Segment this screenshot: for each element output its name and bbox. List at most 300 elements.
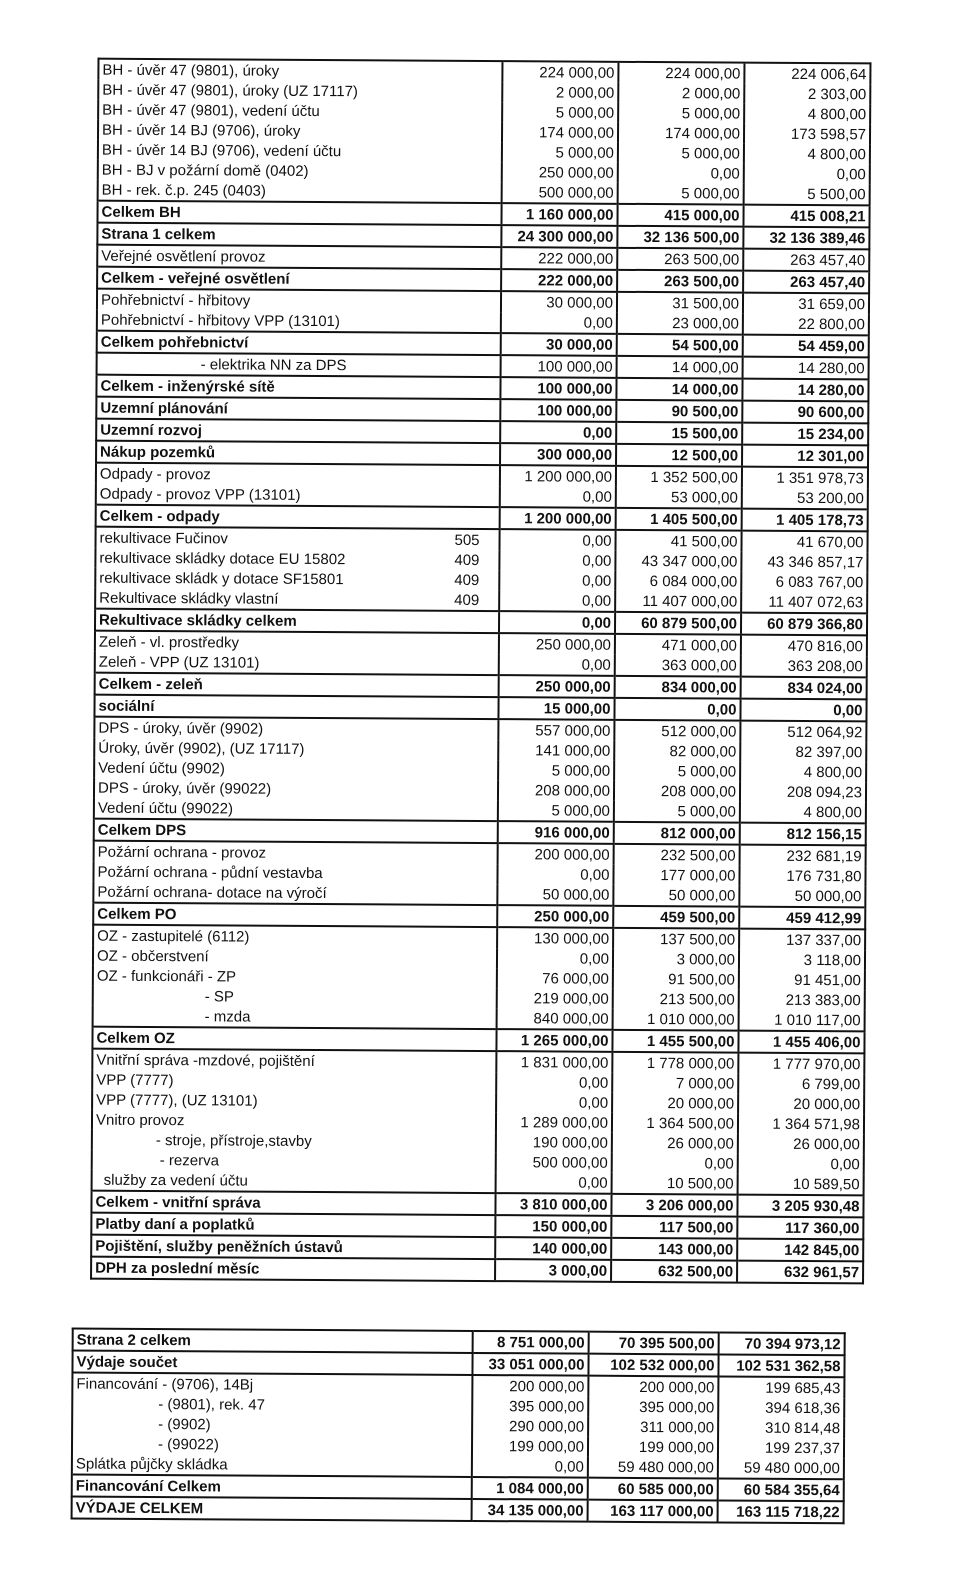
amount-col-3: 1 351 978,73 <box>742 467 868 489</box>
amount-col-3: 1 010 117,00 <box>739 1010 865 1032</box>
row-label-text: Odpady - provoz VPP (13101) <box>99 485 301 504</box>
row-label-text: Vedení účtu (9902) <box>98 759 225 778</box>
row-label-text: Pojištění, služby peněžních ústavů <box>95 1237 343 1257</box>
amount-col-1: 916 000,00 <box>498 821 614 844</box>
amount-col-2: 5 000,00 <box>614 801 740 823</box>
amount-col-1: 34 135 000,00 <box>472 1499 588 1522</box>
amount-col-3: 22 800,00 <box>743 314 869 336</box>
row-label <box>72 1414 472 1436</box>
row-label <box>95 631 499 654</box>
row-label <box>94 841 498 864</box>
row-label <box>94 695 498 719</box>
amount-col-2: 117 500,00 <box>611 1216 737 1239</box>
row-label-text: Úroky, úvěr (9902), (UZ 17117) <box>98 739 305 758</box>
amount-col-2: 11 407 000,00 <box>615 591 741 613</box>
amount-col-1: 0,00 <box>497 864 613 885</box>
row-label <box>93 966 497 988</box>
amount-col-2: 163 117 000,00 <box>588 1500 718 1523</box>
amount-col-1: 250 000,00 <box>497 905 613 928</box>
amount-col-3: 394 618,36 <box>718 1397 844 1418</box>
row-code: 409 <box>454 571 480 589</box>
amount-col-3: 4 800,00 <box>740 802 866 824</box>
amount-col-3: 14 280,00 <box>743 357 869 380</box>
amount-col-1: 2 000,00 <box>502 82 618 103</box>
row-code: 505 <box>454 531 480 549</box>
amount-col-2: 213 500,00 <box>613 989 739 1010</box>
row-label-text: Uzemní rozvoj <box>100 421 202 440</box>
row-label-text: Celkem BH <box>101 203 181 222</box>
amount-col-1: 500 000,00 <box>496 1152 612 1173</box>
row-label <box>92 1130 496 1152</box>
row-label <box>98 59 502 82</box>
row-label-text: Celkem PO <box>97 905 177 924</box>
row-label-text: Celkem DPS <box>97 821 187 840</box>
amount-col-3: 1 455 406,00 <box>738 1031 864 1054</box>
row-label-text: Výdaje součet <box>76 1353 178 1372</box>
amount-col-1: 500 000,00 <box>502 182 618 204</box>
row-label <box>91 1235 495 1259</box>
amount-col-1: 222 000,00 <box>501 269 617 292</box>
amount-col-2: 82 000,00 <box>614 741 740 762</box>
row-label <box>92 1049 496 1072</box>
row-label-text: OZ - funkcionáři - ZP <box>96 967 237 986</box>
amount-col-1: 200 000,00 <box>472 1375 588 1397</box>
amount-col-3: 43 346 857,17 <box>741 552 867 573</box>
amount-col-3: 812 156,15 <box>740 823 866 846</box>
row-label <box>72 1394 472 1416</box>
amount-col-1: 24 300 000,00 <box>501 225 617 248</box>
amount-col-2: 14 000,00 <box>616 378 742 401</box>
amount-col-1: 290 000,00 <box>472 1416 588 1437</box>
amount-col-2: 26 000,00 <box>612 1133 738 1154</box>
amount-col-1: 50 000,00 <box>497 884 613 906</box>
row-label-text: Vedení účtu (99022) <box>97 799 234 818</box>
amount-col-3: 31 659,00 <box>743 293 869 315</box>
row-label <box>96 419 500 443</box>
amount-col-3: 3 205 930,48 <box>737 1195 863 1218</box>
row-label-text: Celkem - inženýrské sítě <box>100 377 275 396</box>
amount-col-2: 232 500,00 <box>614 844 740 866</box>
row-label <box>92 1090 496 1112</box>
amount-col-2: 471 000,00 <box>615 634 741 656</box>
amount-col-3: 26 000,00 <box>738 1134 864 1155</box>
amount-col-1: 150 000,00 <box>495 1215 611 1238</box>
amount-col-3: 1 405 178,73 <box>742 509 868 532</box>
amount-col-3: 512 064,92 <box>740 721 866 743</box>
row-label <box>96 397 500 421</box>
row-label-text: Požární ochrana- dotace na výročí <box>97 883 327 903</box>
amount-col-2: 1 778 000,00 <box>612 1052 738 1074</box>
row-label-text: DPS - úroky, úvěr (9902) <box>98 719 264 738</box>
amount-col-3: 173 598,57 <box>744 124 870 145</box>
row-label <box>92 1070 496 1092</box>
amount-col-1: 0,00 <box>501 312 617 334</box>
row-label <box>95 568 499 590</box>
row-label-text: BH - rek. č.p. 245 (0403) <box>101 181 266 200</box>
amount-col-1: 0,00 <box>496 1072 612 1093</box>
amount-col-2: 90 500,00 <box>616 400 742 423</box>
amount-col-3: 59 480 000,00 <box>718 1457 844 1479</box>
row-label-text: služby za vedení účtu <box>103 1171 248 1190</box>
row-label-text: - elektrika NN za DPS <box>200 356 347 375</box>
amount-col-2: 263 500,00 <box>617 270 743 293</box>
row-label-text: Rekultivace skládky celkem <box>99 611 297 630</box>
amount-col-2: 5 000,00 <box>618 103 744 124</box>
row-label-text: Celkem - vnitřní správa <box>95 1193 261 1212</box>
amount-col-3: 0,00 <box>740 699 866 722</box>
amount-col-2: 10 500,00 <box>612 1173 738 1195</box>
amount-col-3: 60 584 355,64 <box>718 1478 844 1501</box>
table-total-row <box>91 1257 863 1284</box>
amount-col-2: 311 000,00 <box>588 1417 718 1438</box>
row-label-text: Celkem - veřejné osvětlení <box>101 269 290 288</box>
row-label-text: Odpady - provoz <box>99 465 211 484</box>
amount-col-1: 199 000,00 <box>472 1436 588 1457</box>
amount-col-1: 0,00 <box>499 611 615 634</box>
row-label-text: Zeleň - VPP (UZ 13101) <box>98 653 260 672</box>
amount-col-1: 0,00 <box>496 1172 612 1194</box>
amount-col-2: 5 000,00 <box>618 183 744 205</box>
row-label-text: - (99022) <box>157 1436 219 1454</box>
amount-col-1: 76 000,00 <box>497 968 613 989</box>
amount-col-3: 470 816,00 <box>741 635 867 657</box>
amount-col-2: 5 000,00 <box>614 761 740 782</box>
amount-col-2: 60 585 000,00 <box>588 1478 718 1501</box>
amount-col-3: 4 800,00 <box>740 762 866 783</box>
row-label <box>94 798 498 821</box>
amount-col-3: 834 024,00 <box>741 677 867 700</box>
row-label-text: BH - úvěr 47 (9801), úroky <box>102 61 280 80</box>
amount-col-1: 30 000,00 <box>501 291 617 313</box>
amount-col-2: 199 000,00 <box>588 1437 718 1458</box>
row-label-text: Rekultivace skládky vlastní <box>99 589 279 608</box>
amount-col-2: 31 500,00 <box>617 292 743 314</box>
amount-col-2: 53 000,00 <box>616 487 742 509</box>
amount-col-3: 12 301,00 <box>742 445 868 468</box>
row-label <box>73 1329 473 1353</box>
amount-col-3: 14 280,00 <box>742 379 868 402</box>
row-label-text: Zeleň - vl. prostředky <box>98 633 240 652</box>
row-label <box>96 505 500 529</box>
amount-col-3: 4 800,00 <box>744 104 870 125</box>
amount-col-3: 50 000,00 <box>739 886 865 908</box>
row-label <box>93 946 497 968</box>
amount-col-3: 6 799,00 <box>738 1074 864 1095</box>
budget-table-part2 <box>71 1328 846 1525</box>
amount-col-1: 840 000,00 <box>497 1008 613 1030</box>
amount-col-3: 41 670,00 <box>741 531 867 553</box>
row-label-text: VPP (7777) <box>96 1071 174 1090</box>
amount-col-3: 208 094,23 <box>740 782 866 803</box>
amount-col-1: 5 000,00 <box>498 760 614 781</box>
row-label <box>97 201 501 225</box>
amount-col-2: 0,00 <box>618 163 744 184</box>
row-label <box>97 353 501 377</box>
row-label-text: DPH za poslední měsíc <box>95 1259 260 1278</box>
amount-col-2: 3 206 000,00 <box>611 1194 737 1217</box>
row-label <box>94 738 498 760</box>
row-label-text: VPP (7777), (UZ 13101) <box>96 1091 258 1110</box>
row-label-text: rekultivace skládk y dotace SF15801 <box>99 569 344 589</box>
row-label <box>97 289 501 312</box>
amount-col-1: 395 000,00 <box>472 1396 588 1417</box>
row-label <box>98 140 502 162</box>
amount-col-1: 8 751 000,00 <box>473 1331 589 1354</box>
row-label <box>98 80 502 102</box>
row-label-text: Pohřebnictví - hřbitovy VPP (13101) <box>100 311 340 331</box>
amount-col-3: 3 118,00 <box>739 950 865 971</box>
amount-col-3: 4 800,00 <box>744 144 870 165</box>
amount-col-3: 163 115 718,22 <box>718 1500 844 1523</box>
row-label <box>92 1150 496 1172</box>
amount-col-1: 1 265 000,00 <box>496 1029 612 1052</box>
amount-col-2: 263 500,00 <box>617 248 743 271</box>
amount-col-2: 6 084 000,00 <box>615 571 741 592</box>
row-label <box>72 1454 472 1477</box>
amount-col-2: 224 000,00 <box>618 62 744 84</box>
amount-col-1: 224 000,00 <box>502 61 618 83</box>
amount-col-2: 1 364 500,00 <box>612 1113 738 1134</box>
row-label <box>96 441 500 465</box>
amount-col-1: 200 000,00 <box>498 843 614 865</box>
row-label <box>97 245 501 269</box>
amount-col-2: 0,00 <box>612 1153 738 1174</box>
amount-col-3: 199 237,37 <box>718 1437 844 1458</box>
row-label-text: Požární ochrana - provoz <box>97 843 267 862</box>
row-label-text: Požární ochrana - půdní vestavba <box>97 863 323 883</box>
row-label-text: Celkem - odpady <box>99 507 220 526</box>
amount-col-3: 632 961,57 <box>737 1261 863 1284</box>
row-label <box>96 484 500 507</box>
amount-col-3: 70 394 973,12 <box>719 1332 845 1355</box>
amount-col-2: 174 000,00 <box>618 123 744 144</box>
amount-col-3: 459 412,99 <box>739 907 865 930</box>
row-label <box>72 1351 472 1375</box>
amount-col-2: 23 000,00 <box>617 313 743 335</box>
amount-col-3: 20 000,00 <box>738 1094 864 1115</box>
row-label <box>97 331 501 355</box>
row-label-text: Celkem OZ <box>96 1029 175 1048</box>
row-label <box>95 609 499 633</box>
amount-col-1: 140 000,00 <box>495 1237 611 1260</box>
amount-col-1: 3 810 000,00 <box>495 1193 611 1216</box>
amount-col-3: 176 731,80 <box>739 866 865 887</box>
amount-col-3: 213 383,00 <box>739 990 865 1011</box>
amount-col-2: 5 000,00 <box>618 143 744 164</box>
amount-col-1: 1 200 000,00 <box>500 507 616 530</box>
amount-col-3: 10 589,50 <box>738 1174 864 1196</box>
amount-col-3: 263 457,40 <box>743 271 869 294</box>
amount-col-1: 190 000,00 <box>496 1132 612 1153</box>
row-label-text: Celkem - zeleň <box>98 675 203 694</box>
amount-col-2: 208 000,00 <box>614 781 740 802</box>
row-label-text: - rezerva <box>159 1152 219 1170</box>
row-label-text: Platby daní a poplatků <box>95 1215 255 1234</box>
amount-col-2: 59 480 000,00 <box>588 1457 718 1479</box>
amount-col-2: 512 000,00 <box>614 720 740 742</box>
amount-col-3: 11 407 072,63 <box>741 592 867 614</box>
amount-col-1: 130 000,00 <box>497 927 613 949</box>
row-label-text: VÝDAJE CELKEM <box>75 1499 204 1518</box>
amount-col-2: 50 000,00 <box>613 885 739 907</box>
amount-col-3: 142 845,00 <box>737 1239 863 1262</box>
amount-col-3: 415 008,21 <box>743 205 869 228</box>
amount-col-1: 0,00 <box>497 948 613 969</box>
amount-col-3: 137 337,00 <box>739 929 865 951</box>
amount-col-1: 5 000,00 <box>502 142 618 163</box>
row-label-text: DPS - úroky, úvěr (99022) <box>97 779 272 798</box>
amount-col-1: 250 000,00 <box>502 162 618 183</box>
amount-col-2: 20 000,00 <box>612 1093 738 1114</box>
row-label-text: Vnitro provoz <box>95 1111 185 1130</box>
amount-col-2: 2 000,00 <box>618 83 744 104</box>
amount-col-1: 100 000,00 <box>500 377 616 400</box>
row-label-text: Celkem pohřebnictví <box>100 333 249 352</box>
amount-col-2: 0,00 <box>614 698 740 721</box>
row-label <box>72 1475 472 1499</box>
row-label <box>98 180 502 203</box>
row-label-text: BH - úvěr 14 BJ (9706), vedení účtu <box>101 141 342 161</box>
row-label-text: BH - úvěr 14 BJ (9706), úroky <box>102 121 301 140</box>
amount-col-1: 208 000,00 <box>498 780 614 801</box>
row-label <box>91 1191 495 1215</box>
amount-col-3: 232 681,19 <box>740 845 866 867</box>
row-label-text: BH - BJ v požární domě (0402) <box>101 161 309 180</box>
amount-col-2: 1 010 000,00 <box>613 1009 739 1031</box>
row-label-text: Uzemní plánování <box>100 399 228 418</box>
budget-table-part1 <box>90 58 871 1285</box>
row-label-text: Financování Celkem <box>75 1477 221 1496</box>
amount-col-3: 32 136 389,46 <box>743 227 869 250</box>
amount-col-2: 12 500,00 <box>616 444 742 467</box>
amount-col-1: 5 000,00 <box>498 800 614 822</box>
amount-col-1: 0,00 <box>499 570 615 591</box>
amount-col-3: 54 459,00 <box>743 335 869 358</box>
row-label <box>93 986 497 1008</box>
amount-col-3: 263 457,40 <box>743 249 869 272</box>
row-label <box>94 778 498 800</box>
amount-col-2: 632 500,00 <box>611 1260 737 1283</box>
amount-col-3: 53 200,00 <box>742 488 868 510</box>
amount-col-1: 1 160 000,00 <box>501 203 617 226</box>
row-label-text: OZ - zastupitelé (6112) <box>97 927 250 946</box>
amount-col-1: 1 200 000,00 <box>500 465 616 487</box>
row-label <box>92 1110 496 1132</box>
row-label <box>98 160 502 182</box>
amount-col-1: 0,00 <box>499 590 615 612</box>
amount-col-1: 100 000,00 <box>501 355 617 378</box>
amount-col-1: 33 051 000,00 <box>472 1353 588 1376</box>
amount-col-3: 82 397,00 <box>740 742 866 763</box>
row-label <box>96 527 500 550</box>
row-label-text: rekultivace Fučinov <box>99 529 229 548</box>
row-label-text: BH - úvěr 47 (9801), vedení účtu <box>102 101 320 121</box>
row-label <box>92 1027 496 1051</box>
row-label <box>92 1170 496 1193</box>
amount-col-3: 0,00 <box>738 1154 864 1175</box>
row-label <box>96 463 500 486</box>
row-label-text: OZ - občerstvení <box>96 947 209 966</box>
amount-col-2: 177 000,00 <box>613 865 739 886</box>
amount-col-1: 1 084 000,00 <box>472 1477 588 1500</box>
row-label <box>95 652 499 675</box>
amount-col-2: 137 500,00 <box>613 928 739 950</box>
row-label <box>93 882 497 905</box>
amount-col-1: 0,00 <box>499 529 615 551</box>
amount-col-1: 557 000,00 <box>498 719 614 741</box>
amount-col-1: 0,00 <box>500 421 616 444</box>
row-label-text: - (9801), rek. 47 <box>158 1396 266 1414</box>
amount-col-1: 0,00 <box>499 654 615 676</box>
amount-col-2: 7 000,00 <box>612 1073 738 1094</box>
amount-col-3: 310 814,48 <box>718 1417 844 1438</box>
row-label <box>96 375 500 399</box>
amount-col-3: 0,00 <box>744 164 870 185</box>
row-label-text: Nákup pozemků <box>100 443 216 462</box>
row-label <box>98 120 502 142</box>
row-code: 409 <box>454 591 480 609</box>
row-label-text: sociální <box>98 697 155 716</box>
amount-col-3: 5 500,00 <box>744 184 870 206</box>
amount-col-2: 41 500,00 <box>615 530 741 552</box>
amount-col-1: 174 000,00 <box>502 122 618 143</box>
amount-col-2: 363 000,00 <box>615 655 741 677</box>
row-label-text: Strana 1 celkem <box>101 225 216 244</box>
amount-col-2: 143 000,00 <box>611 1238 737 1261</box>
amount-col-2: 60 879 500,00 <box>615 612 741 635</box>
amount-col-2: 3 000,00 <box>613 949 739 970</box>
row-label <box>95 548 499 570</box>
amount-col-3: 224 006,64 <box>744 63 870 85</box>
row-label <box>72 1373 472 1396</box>
amount-col-3: 60 879 366,80 <box>741 613 867 636</box>
row-label-text: rekultivace skládky dotace EU 15802 <box>99 549 346 569</box>
amount-col-3: 363 208,00 <box>741 656 867 678</box>
amount-col-3: 91 451,00 <box>739 970 865 991</box>
row-label-text: - mzda <box>204 1008 251 1026</box>
row-label <box>91 1213 495 1237</box>
amount-col-2: 14 000,00 <box>617 356 743 379</box>
amount-col-3: 199 685,43 <box>718 1376 844 1398</box>
row-label <box>93 862 497 884</box>
row-label <box>93 925 497 948</box>
amount-col-2: 102 532 000,00 <box>588 1354 718 1377</box>
amount-col-2: 54 500,00 <box>617 334 743 357</box>
row-label <box>98 100 502 122</box>
amount-col-3: 1 364 571,98 <box>738 1114 864 1135</box>
amount-col-1: 15 000,00 <box>498 697 614 720</box>
row-label <box>97 310 501 333</box>
row-code: 409 <box>454 551 480 569</box>
row-label-text: Financování - (9706), 14Bj <box>76 1375 254 1394</box>
amount-col-1: 1 289 000,00 <box>496 1112 612 1133</box>
amount-col-2: 1 455 500,00 <box>612 1030 738 1053</box>
row-label <box>93 1006 497 1029</box>
row-label-text: - (9902) <box>158 1416 211 1434</box>
amount-col-1: 219 000,00 <box>497 988 613 1009</box>
row-label-text: Vnitřní správa -mzdové, pojištění <box>96 1051 315 1070</box>
amount-col-3: 117 360,00 <box>737 1217 863 1240</box>
amount-col-1: 0,00 <box>499 550 615 571</box>
row-label-text: BH - úvěr 47 (9801), úroky (UZ 17117) <box>102 81 359 101</box>
amount-col-1: 0,00 <box>500 486 616 508</box>
row-label <box>95 673 499 697</box>
amount-col-1: 300 000,00 <box>500 443 616 466</box>
row-label-text: Pohřebnictví - hřbitovy <box>100 291 251 310</box>
amount-col-3: 15 234,00 <box>742 423 868 446</box>
amount-col-3: 2 303,00 <box>744 84 870 105</box>
amount-col-1: 0,00 <box>496 1092 612 1113</box>
